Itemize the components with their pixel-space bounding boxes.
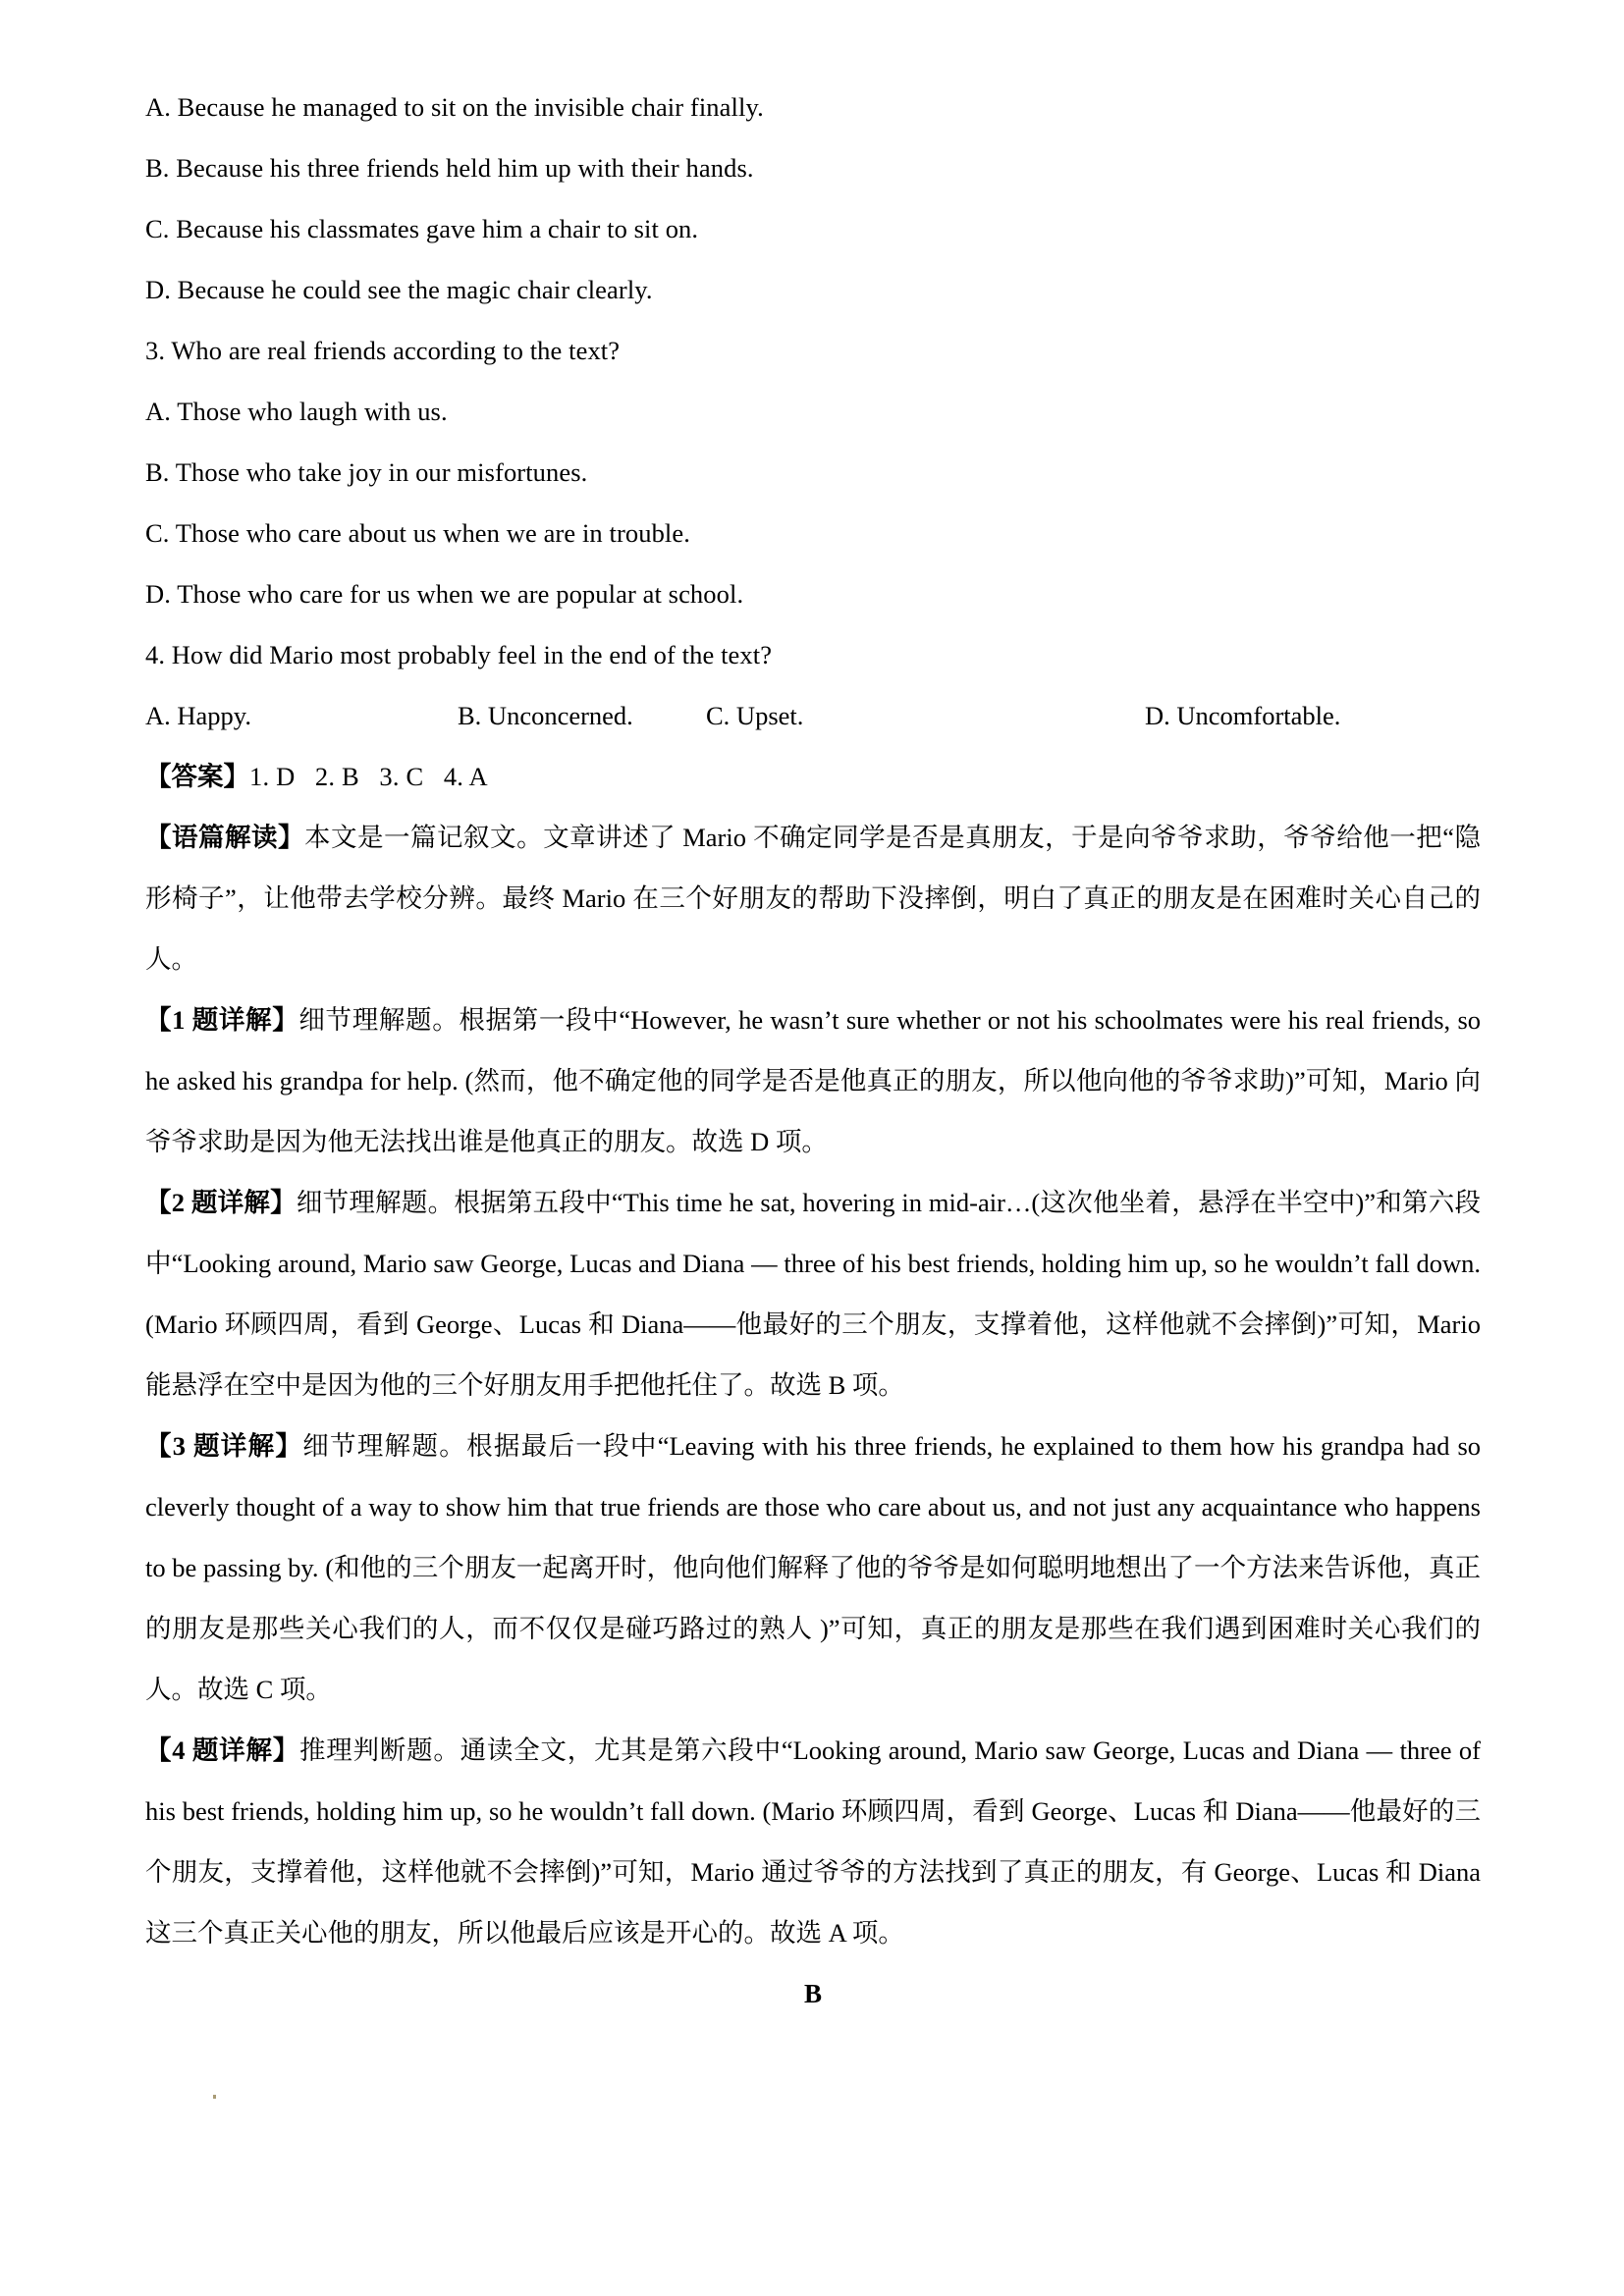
option-item: B. Unconcerned. bbox=[458, 701, 633, 730]
explanation-label: 【2 题详解】 bbox=[145, 1188, 297, 1217]
question-stem: 4. How did Mario most probably feel in the end of the text? bbox=[145, 640, 773, 669]
section-marker: B bbox=[803, 1979, 822, 2008]
explanation-label: 【4 题详解】 bbox=[145, 1735, 299, 1765]
option-item: B. Because his three friends held him up with their hands. bbox=[145, 153, 754, 183]
answer-key-line bbox=[145, 746, 1481, 807]
passage-analysis-label: 【语篇解读】 bbox=[145, 823, 305, 852]
inline-option-row bbox=[145, 685, 1481, 746]
option-item: C. Because his classmates gave him a chair to sit on. bbox=[145, 214, 699, 243]
explanation-body: 推理判断题。通读全文，尤其是第六段中“Looking around, Mario saw George, Lucas and Diana — three of his best friends, holding him up, so he wouldn’t fall down. (Mario 环顾四周，看到 George、Lucas 和 Diana——他最好的三个朋友，支撑着他，这样他就不会摔倒)”可知，Mario 通过爷爷的方法找到了真正的朋友，有 George、Lucas 和 Diana 这三个真正关心他的朋友，所以他最后应该是开心的。故选 A 项。 bbox=[145, 1735, 1482, 1948]
answer-key-label: 【答案】 bbox=[145, 762, 249, 791]
explanation-paragraph bbox=[145, 1172, 1481, 1415]
option-item: B. Those who take joy in our misfortunes. bbox=[145, 457, 588, 487]
passage-analysis-paragraph bbox=[145, 807, 1481, 989]
scan-artifact-dot bbox=[213, 2095, 216, 2099]
page-content bbox=[145, 77, 1481, 2024]
explanation-paragraph bbox=[145, 1720, 1481, 1963]
explanation-body: 细节理解题。根据第一段中“However, he wasn’t sure whether or not his schoolmates were his real friends, so he asked his grandpa for help. (然而，他不确定他的同学是否是他真正的朋友，所以他向他的爷爷求助)”可知，Mario 向爷爷求助是因为他无法找出谁是他真正的朋友。故选 D 项。 bbox=[145, 1005, 1482, 1156]
option-item: C. Those who care about us when we are in trouble. bbox=[145, 518, 690, 548]
explanation-paragraph bbox=[145, 1415, 1481, 1720]
option-item: A. Those who laugh with us. bbox=[145, 397, 448, 426]
explanation-body: 细节理解题。根据第五段中“This time he sat, hovering in mid-air…(这次他坐着，悬浮在半空中)”和第六段中“Looking around, Mario saw George, Lucas and Diana — three of his best friends, holding him up, so he wouldn’t fall down. (Mario 环顾四周，看到 George、Lucas 和 Diana——他最好的三个朋友，支撑着他，这样他就不会摔倒)”可知，Mario 能悬浮在空中是因为他的三个好朋友用手把他托住了。故选 B 项。 bbox=[145, 1188, 1481, 1400]
question-stem: 3. Who are real friends according to the text? bbox=[145, 336, 621, 365]
passage-analysis-body: 本文是一篇记叙文。文章讲述了 Mario 不确定同学是否是真朋友，于是向爷爷求助，爷爷给他一把“隐形椅子”，让他带去学校分辨。最终 Mario 在三个好朋友的帮助下没摔倒，明白了真正的朋友是在困难时关心自己的人。 bbox=[145, 823, 1481, 974]
explanation-label: 【1 题详解】 bbox=[145, 1005, 299, 1035]
explanation-paragraph bbox=[145, 989, 1481, 1172]
option-item: D. Uncomfortable. bbox=[1145, 701, 1341, 730]
option-item: D. Those who care for us when we are popular at school. bbox=[145, 579, 744, 609]
answer-key-values: 1. D 2. B 3. C 4. A bbox=[249, 762, 488, 791]
option-item: C. Upset. bbox=[706, 701, 804, 730]
option-item: A. Happy. bbox=[145, 701, 251, 730]
explanation-label: 【3 题详解】 bbox=[145, 1431, 303, 1461]
option-item: A. Because he managed to sit on the invisible chair finally. bbox=[145, 92, 764, 122]
option-item: D. Because he could see the magic chair clearly. bbox=[145, 275, 653, 304]
explanation-body: 细节理解题。根据最后一段中“Leaving with his three friends, he explained to them how his grandpa had so cleverly thought of a way to show him that true friends are those who care about us, and not just any acquaintance who happens to be passing by. (和他的三个朋友一起离开时，他向他们解释了他的爷爷是如何聪明地想出了一个方法来告诉他，真正的朋友是那些关心我们的人，而不仅仅是碰巧路过的熟人 )”可知，真正的朋友是那些在我们遇到困难时关心我们的人。故选 C 项。 bbox=[145, 1431, 1482, 1704]
